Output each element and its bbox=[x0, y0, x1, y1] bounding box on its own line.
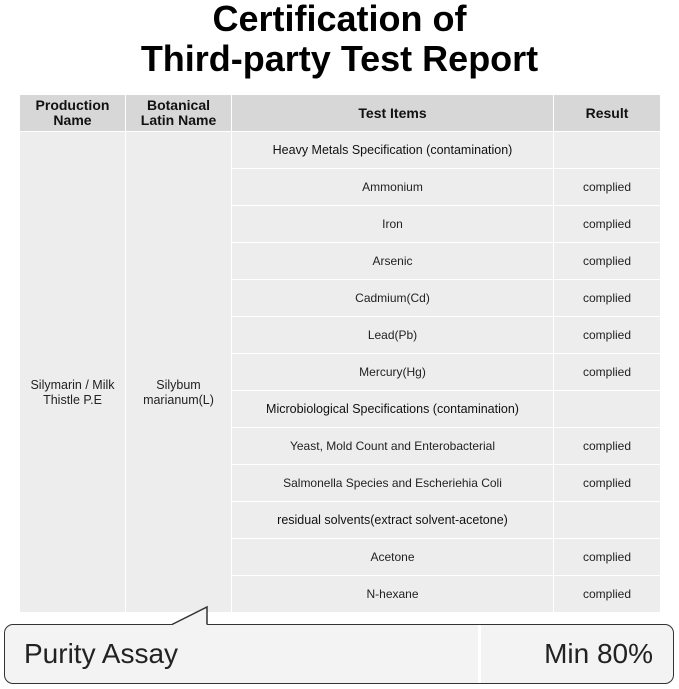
test-item-cell: Lead(Pb) bbox=[232, 317, 554, 354]
result-cell: complied bbox=[554, 317, 661, 354]
botanical-name-cell bbox=[126, 132, 232, 613]
result-cell: complied bbox=[554, 539, 661, 576]
result-cell bbox=[554, 132, 661, 169]
header-test-items: Test Items bbox=[232, 95, 554, 132]
table-header-row bbox=[20, 95, 661, 132]
result-cell: complied bbox=[554, 206, 661, 243]
result-cell: complied bbox=[554, 280, 661, 317]
result-cell: complied bbox=[554, 169, 661, 206]
test-item-cell: Cadmium(Cd) bbox=[232, 280, 554, 317]
page-title-line-2: Third-party Test Report bbox=[140, 38, 539, 79]
test-item-cell: residual solvents(extract solvent-acetone) bbox=[232, 502, 554, 539]
test-item-cell: Iron bbox=[232, 206, 554, 243]
header-result: Result bbox=[554, 95, 661, 132]
page-title-line-1: Certification of bbox=[212, 0, 467, 39]
table-row bbox=[20, 132, 661, 169]
test-item-cell: Ammonium bbox=[232, 169, 554, 206]
test-report-table bbox=[19, 94, 661, 613]
test-item-cell: Salmonella Species and Escheriehia Coli bbox=[232, 465, 554, 502]
result-cell: complied bbox=[554, 243, 661, 280]
test-item-cell: Microbiological Specifications (contamination) bbox=[232, 391, 554, 428]
header-production-name: Production Name bbox=[20, 95, 126, 132]
production-name-cell bbox=[20, 132, 126, 613]
test-item-cell: Mercury(Hg) bbox=[232, 354, 554, 391]
result-cell: complied bbox=[554, 354, 661, 391]
test-item-cell: Yeast, Mold Count and Enterobacterial bbox=[232, 428, 554, 465]
result-cell bbox=[554, 502, 661, 539]
test-item-cell: N-hexane bbox=[232, 576, 554, 613]
production-name-value: Silymarin / Milk Thistle P.E bbox=[30, 378, 115, 407]
purity-assay-callout bbox=[0, 600, 679, 689]
result-cell bbox=[554, 391, 661, 428]
result-cell: complied bbox=[554, 576, 661, 613]
result-cell: complied bbox=[554, 428, 661, 465]
purity-assay-label: Purity Assay bbox=[24, 638, 179, 669]
test-item-cell: Heavy Metals Specification (contamination) bbox=[232, 132, 554, 169]
purity-assay-value: Min 80% bbox=[544, 638, 653, 669]
result-cell: complied bbox=[554, 465, 661, 502]
test-item-cell: Arsenic bbox=[232, 243, 554, 280]
header-botanical-latin-name: Botanical Latin Name bbox=[126, 95, 232, 132]
botanical-name-value: Silybum marianum(L) bbox=[143, 378, 214, 407]
callout-tail-pointer bbox=[0, 600, 679, 640]
test-item-cell: Acetone bbox=[232, 539, 554, 576]
